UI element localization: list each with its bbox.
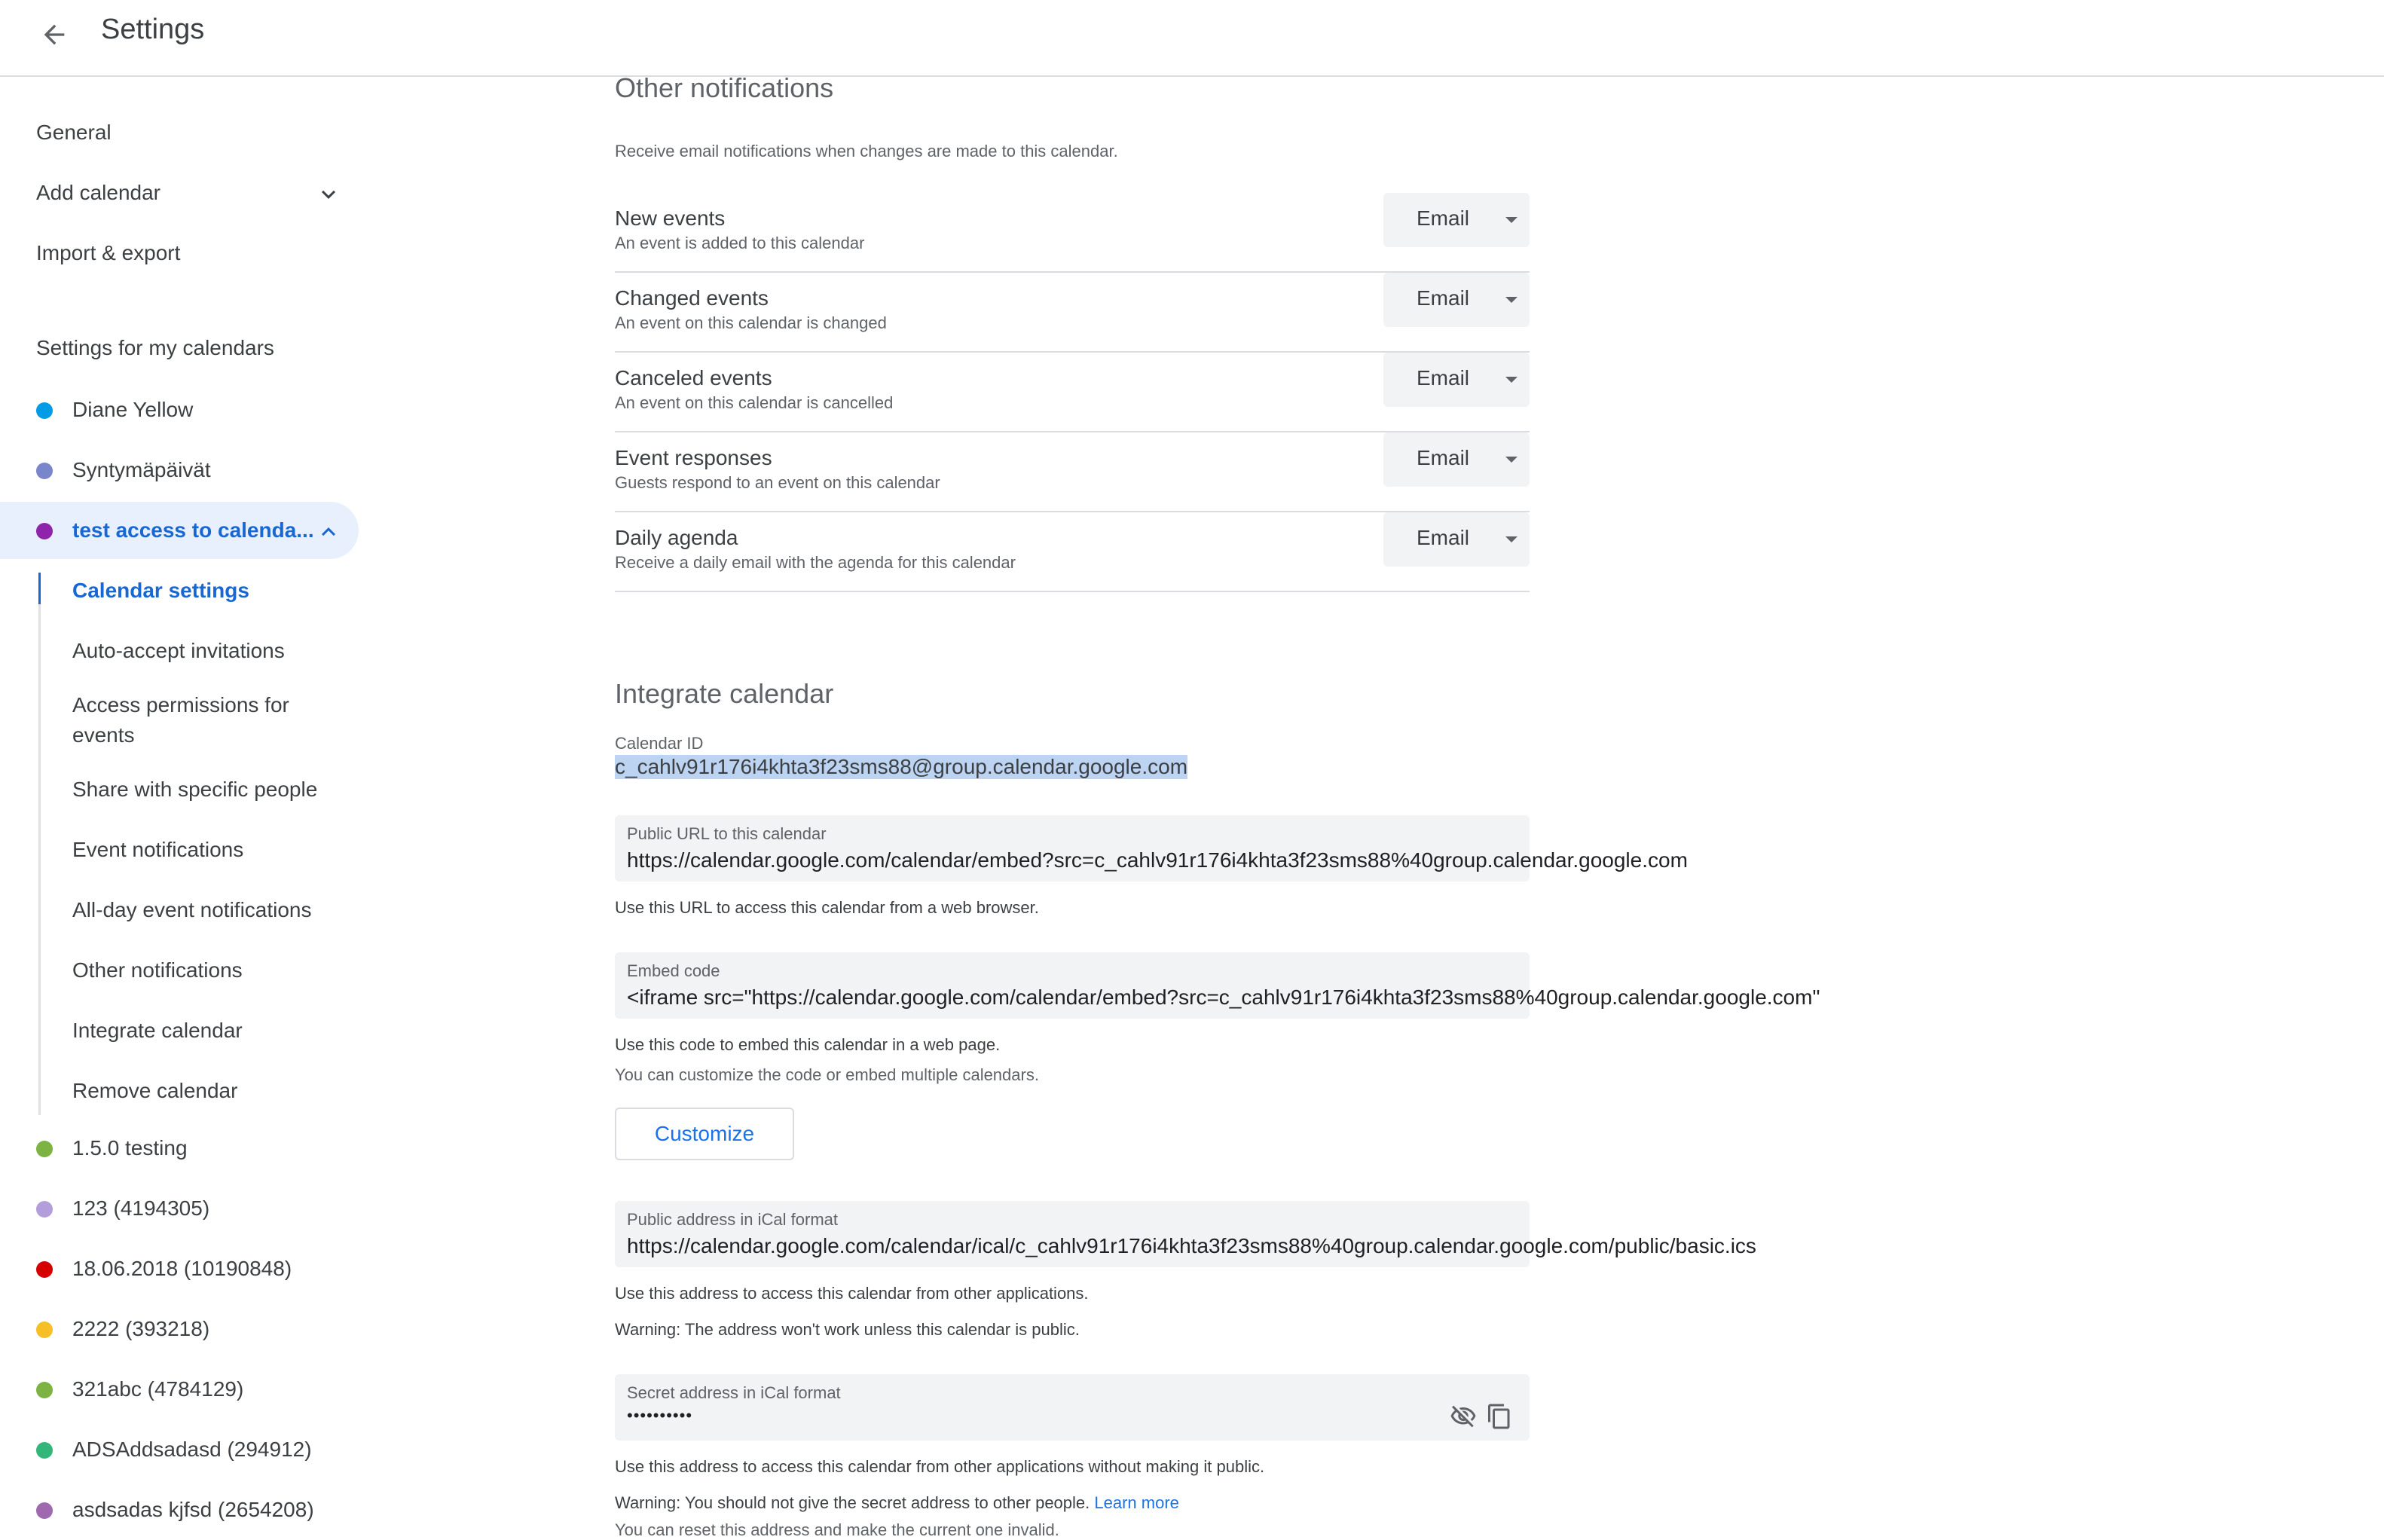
subnav-remove-calendar[interactable]: Remove calendar — [72, 1079, 238, 1102]
calendar-name: 18.06.2018 (10190848) — [72, 1257, 292, 1280]
dropdown-arrow-icon — [1505, 217, 1518, 223]
calendar-name: 123 (4194305) — [72, 1196, 210, 1220]
notification-method-select[interactable] — [1383, 512, 1530, 567]
dropdown-arrow-icon — [1505, 536, 1518, 542]
public-url-help: Use this URL to access this calendar from a web browser. — [615, 898, 1039, 917]
calendar-item-2222[interactable] — [0, 1300, 359, 1358]
notification-method-select[interactable] — [1383, 193, 1530, 247]
calendar-item-diane-yellow[interactable] — [0, 381, 359, 438]
calendar-name: test access to calenda... — [72, 518, 314, 542]
subnav-share-with-specific-people[interactable]: Share with specific people — [72, 778, 318, 801]
calendar-name: ADSAddsadasd (294912) — [72, 1438, 312, 1461]
field-label: Public address in iCal format — [627, 1210, 839, 1229]
calendar-name: 321abc (4784129) — [72, 1377, 244, 1401]
calendar-color-dot — [36, 463, 53, 479]
notification-subtitle: An event on this calendar is cancelled — [615, 393, 894, 412]
calendar-item-test-access[interactable] — [0, 502, 359, 559]
toggle-visibility-button[interactable] — [1448, 1401, 1478, 1432]
embed-code-help-secondary: You can customize the code or embed multiple calendars. — [615, 1065, 1039, 1084]
customize-button[interactable]: Customize — [615, 1108, 794, 1160]
calendar-item-asdsadas-kjfsd[interactable] — [0, 1481, 359, 1538]
embed-code-field[interactable] — [615, 952, 1820, 1019]
field-value[interactable]: https://calendar.google.com/calendar/ical/c_cahlv91r176i4khta3f23sms88%40group.calendar.google.com/public/basic.ics — [627, 1234, 1756, 1257]
select-value: Email — [1417, 286, 1470, 310]
copy-icon — [1486, 1403, 1513, 1430]
learn-more-link[interactable]: Learn more — [1094, 1493, 1179, 1512]
calendar-item-adsaddsadasd[interactable] — [0, 1421, 359, 1478]
calendar-color-dot — [36, 1141, 53, 1157]
field-label: Public URL to this calendar — [627, 824, 827, 843]
page-title: Settings — [101, 14, 205, 45]
notification-subtitle: An event is added to this calendar — [615, 234, 865, 252]
dropdown-arrow-icon — [1505, 457, 1518, 463]
sidebar-item-label: Import & export — [36, 241, 181, 264]
ical-reset-note: You can reset this address and make the current one invalid. — [615, 1520, 1059, 1539]
calendar-item-1-5-0-testing[interactable] — [0, 1120, 359, 1177]
select-value: Email — [1417, 446, 1470, 469]
section-title-other-notifications: Other notifications — [615, 72, 834, 103]
calendar-color-dot — [36, 1322, 53, 1338]
dropdown-arrow-icon — [1505, 297, 1518, 303]
notification-subtitle: An event on this calendar is changed — [615, 313, 887, 332]
calendar-item-18-06-2018[interactable] — [0, 1240, 359, 1297]
section-description: Receive email notifications when changes are made to this calendar. — [615, 142, 1118, 160]
visibility-off-icon — [1450, 1403, 1477, 1430]
notification-title: New events — [615, 206, 726, 230]
chevron-down-icon — [315, 181, 342, 208]
notification-row-canceled-events — [615, 353, 1530, 432]
chevron-up-icon — [315, 518, 342, 545]
ical-secret-field[interactable] — [615, 1374, 1530, 1441]
notification-title: Canceled events — [615, 366, 772, 390]
select-value: Email — [1417, 206, 1470, 230]
calendar-name: 2222 (393218) — [72, 1317, 210, 1340]
calendar-id-label: Calendar ID — [615, 734, 704, 753]
back-button[interactable] — [27, 8, 81, 62]
calendar-color-dot — [36, 1201, 53, 1218]
ical-public-help: Use this address to access this calendar from other applications. — [615, 1284, 1089, 1303]
calendar-color-dot — [36, 1502, 53, 1519]
subnav-auto-accept-invitations[interactable]: Auto-accept invitations — [72, 639, 285, 662]
notification-subtitle: Receive a daily email with the agenda for this calendar — [615, 553, 1016, 572]
public-url-field[interactable] — [615, 815, 1688, 882]
calendar-color-dot — [36, 1382, 53, 1398]
copy-button[interactable] — [1484, 1401, 1514, 1432]
ical-public-warning: Warning: The address won't work unless this calendar is public. — [615, 1320, 1080, 1339]
section-heading: Settings for my calendars — [36, 336, 274, 359]
calendar-id-value[interactable]: c_cahlv91r176i4khta3f23sms88@group.calendar.google.com — [615, 755, 1188, 778]
notification-method-select[interactable] — [1383, 353, 1530, 407]
notification-row-changed-events — [615, 273, 1530, 353]
subnav-all-day-event-notifications[interactable]: All-day event notifications — [72, 898, 312, 921]
ical-public-field[interactable] — [615, 1201, 1756, 1267]
subnav-calendar-settings[interactable]: Calendar settings — [72, 579, 249, 602]
dropdown-arrow-icon — [1505, 377, 1518, 383]
notification-subtitle: Guests respond to an event on this calendar — [615, 473, 940, 492]
field-value[interactable]: https://calendar.google.com/calendar/embed?src=c_cahlv91r176i4khta3f23sms88%40group.calendar.google.com — [627, 848, 1688, 872]
notification-row-daily-agenda — [615, 512, 1530, 592]
calendar-name: 1.5.0 testing — [72, 1136, 188, 1160]
sidebar-item-import-export[interactable] — [0, 226, 359, 280]
notification-method-select[interactable] — [1383, 432, 1530, 487]
field-label: Embed code — [627, 961, 720, 980]
ical-secret-help: Use this address to access this calendar from other applications without making it public. — [615, 1457, 1265, 1476]
field-value[interactable]: <iframe src="https://calendar.google.com/calendar/embed?src=c_cahlv91r176i4khta3f23sms88%40group.calendar.google.com" — [627, 985, 1820, 1009]
calendar-color-dot — [36, 1261, 53, 1278]
calendar-item-321abc[interactable] — [0, 1361, 359, 1418]
notification-title: Daily agenda — [615, 526, 738, 549]
subnav-integrate-calendar[interactable]: Integrate calendar — [72, 1019, 243, 1042]
field-label: Secret address in iCal format — [627, 1383, 841, 1402]
subnav-access-permissions[interactable]: Access permissions for events — [72, 693, 289, 747]
calendar-item-123[interactable] — [0, 1180, 359, 1237]
app-header — [0, 0, 2384, 77]
select-value: Email — [1417, 366, 1470, 390]
notification-title: Changed events — [615, 286, 769, 310]
calendar-item-syntymapaivat[interactable] — [0, 442, 359, 499]
sidebar-item-add-calendar[interactable] — [0, 166, 359, 220]
sidebar-item-general[interactable] — [0, 105, 359, 160]
field-value[interactable]: •••••••••• — [627, 1406, 693, 1425]
subsection-rail — [38, 573, 41, 1115]
notification-method-select[interactable] — [1383, 273, 1530, 327]
calendar-name: asdsadas kjfsd (2654208) — [72, 1498, 314, 1521]
calendar-name: Diane Yellow — [72, 398, 194, 421]
settings-sidebar — [0, 78, 362, 1534]
notification-row-event-responses — [615, 432, 1530, 512]
embed-code-help: Use this code to embed this calendar in a web page. — [615, 1035, 1001, 1054]
subnav-other-notifications[interactable]: Other notifications — [72, 958, 243, 982]
sidebar-item-label: General — [36, 121, 112, 144]
calendar-color-dot — [36, 523, 53, 539]
ical-secret-warning: Warning: You should not give the secret address to other people. — [615, 1493, 1090, 1512]
arrow-left-icon — [39, 20, 69, 50]
calendar-color-dot — [36, 1442, 53, 1459]
active-indicator — [38, 573, 41, 604]
sidebar-item-label: Add calendar — [36, 181, 161, 204]
calendar-color-dot — [36, 402, 53, 419]
ical-secret-warning-line — [615, 1493, 1179, 1513]
notification-row-new-events — [615, 193, 1530, 273]
notification-title: Event responses — [615, 446, 772, 469]
select-value: Email — [1417, 526, 1470, 549]
section-title-integrate-calendar: Integrate calendar — [615, 678, 834, 709]
calendar-name: Syntymäpäivät — [72, 458, 211, 481]
subnav-event-notifications[interactable]: Event notifications — [72, 838, 244, 861]
